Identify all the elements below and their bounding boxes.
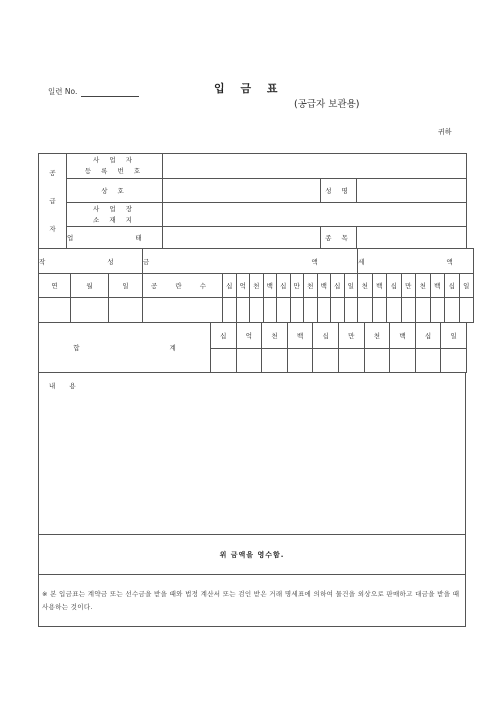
amount-digit-field[interactable] — [317, 298, 331, 323]
amount-digit-field[interactable] — [236, 298, 250, 323]
total-table — [38, 322, 467, 373]
total-digit-label: 만 — [338, 323, 364, 349]
amount-digit-label: 십 — [331, 274, 345, 298]
total-digit-field[interactable] — [364, 349, 390, 373]
total-digit-field[interactable] — [287, 349, 313, 373]
tax-digit-field[interactable] — [401, 298, 416, 323]
tax-digit-field[interactable] — [445, 298, 460, 323]
date-header: 작 성 — [39, 249, 143, 274]
total-digit-label: 십 — [211, 323, 237, 349]
page-title: 입 금 표 — [214, 82, 284, 95]
tax-digit-field[interactable] — [430, 298, 445, 323]
total-digit-label: 일 — [441, 323, 467, 349]
serial-number-label: 일련 No. — [48, 86, 139, 97]
tax-digit-label: 백 — [372, 274, 387, 298]
total-digit-field[interactable] — [415, 349, 441, 373]
amount-header: 금 액 — [143, 249, 358, 274]
amount-digit-label: 천 — [304, 274, 318, 298]
total-digit-field[interactable] — [262, 349, 288, 373]
tax-digit-label: 일 — [459, 274, 474, 298]
footnote: ※ 본 입금표는 계약금 또는 선수금을 받을 때와 법정 계산서 또는 검인 받은 거래 명세표에 의하여 물건을 외상으로 판매하고 대금을 받을 때 사용하는 것이다. — [42, 590, 460, 611]
tax-digit-field[interactable] — [459, 298, 474, 323]
total-digit-field[interactable] — [313, 349, 339, 373]
tax-digit-field[interactable] — [387, 298, 402, 323]
year-field[interactable] — [39, 298, 71, 323]
total-digit-field[interactable] — [390, 349, 416, 373]
amount-digit-label: 만 — [290, 274, 304, 298]
amount-digit-label: 일 — [344, 274, 358, 298]
tax-digit-label: 백 — [430, 274, 445, 298]
tax-digit-field[interactable] — [358, 298, 373, 323]
serial-number-field[interactable] — [81, 88, 139, 97]
total-digit-label: 백 — [287, 323, 313, 349]
blank-count-label: 공 란 수 — [143, 274, 223, 298]
tax-digit-field[interactable] — [416, 298, 431, 323]
amount-digit-field[interactable] — [263, 298, 277, 323]
amount-digit-field[interactable] — [304, 298, 318, 323]
supplier-side-label: 공 급 자 — [39, 154, 67, 249]
amount-digit-label: 십 — [223, 274, 237, 298]
amount-digit-label: 백 — [263, 274, 277, 298]
amount-digit-label: 억 — [236, 274, 250, 298]
tax-digit-label: 십 — [445, 274, 460, 298]
recipient-label: 귀하 — [438, 128, 452, 136]
business-type-field[interactable] — [163, 227, 321, 249]
name-field[interactable] — [357, 179, 467, 203]
day-field[interactable] — [109, 298, 143, 323]
item-label: 종 목 — [321, 227, 357, 249]
total-label: 합 계 — [39, 323, 211, 373]
month-label: 월 — [71, 274, 109, 298]
amount-digit-field[interactable] — [223, 298, 237, 323]
tax-digit-label: 천 — [358, 274, 373, 298]
day-label: 일 — [109, 274, 143, 298]
company-label: 상 호 — [67, 179, 163, 203]
tax-digit-label: 천 — [416, 274, 431, 298]
tax-digit-label: 십 — [387, 274, 402, 298]
item-field[interactable] — [357, 227, 467, 249]
year-label: 연 — [39, 274, 71, 298]
amount-digit-label: 천 — [250, 274, 264, 298]
total-digit-field[interactable] — [338, 349, 364, 373]
tax-digit-label: 만 — [401, 274, 416, 298]
total-digit-field[interactable] — [211, 349, 237, 373]
company-field[interactable] — [163, 179, 321, 203]
total-digit-label: 천 — [262, 323, 288, 349]
blank-count-field[interactable] — [143, 298, 223, 323]
content-area[interactable] — [39, 373, 466, 535]
amount-digit-field[interactable] — [290, 298, 304, 323]
address-field[interactable] — [163, 203, 467, 227]
name-label: 성 명 — [321, 179, 357, 203]
total-digit-label: 십 — [313, 323, 339, 349]
amount-digit-field[interactable] — [250, 298, 264, 323]
amount-digit-field[interactable] — [331, 298, 345, 323]
address-label: 사 업 장 소 재 지 — [67, 203, 163, 227]
content-label: 내 용 — [49, 382, 82, 390]
tax-digit-field[interactable] — [372, 298, 387, 323]
amount-table — [38, 248, 493, 323]
total-digit-field[interactable] — [441, 349, 467, 373]
amount-digit-label: 백 — [317, 274, 331, 298]
total-digit-label: 십 — [415, 323, 441, 349]
reg-no-field[interactable] — [163, 154, 467, 179]
amount-digit-label: 십 — [277, 274, 291, 298]
tax-header: 세 액 — [358, 249, 474, 274]
total-digit-field[interactable] — [236, 349, 262, 373]
business-type-label: 업 태 — [67, 227, 163, 249]
total-digit-label: 천 — [364, 323, 390, 349]
supplier-table — [38, 153, 467, 249]
amount-digit-field[interactable] — [277, 298, 291, 323]
total-digit-label: 백 — [390, 323, 416, 349]
month-field[interactable] — [71, 298, 109, 323]
page-subtitle: (공급자 보관용) — [294, 99, 360, 110]
reg-no-label: 사 업 자 등 록 번 호 — [67, 154, 163, 179]
total-digit-label: 억 — [236, 323, 262, 349]
amount-digit-field[interactable] — [344, 298, 358, 323]
receipt-statement: 위 금액을 영수함. — [39, 535, 466, 575]
